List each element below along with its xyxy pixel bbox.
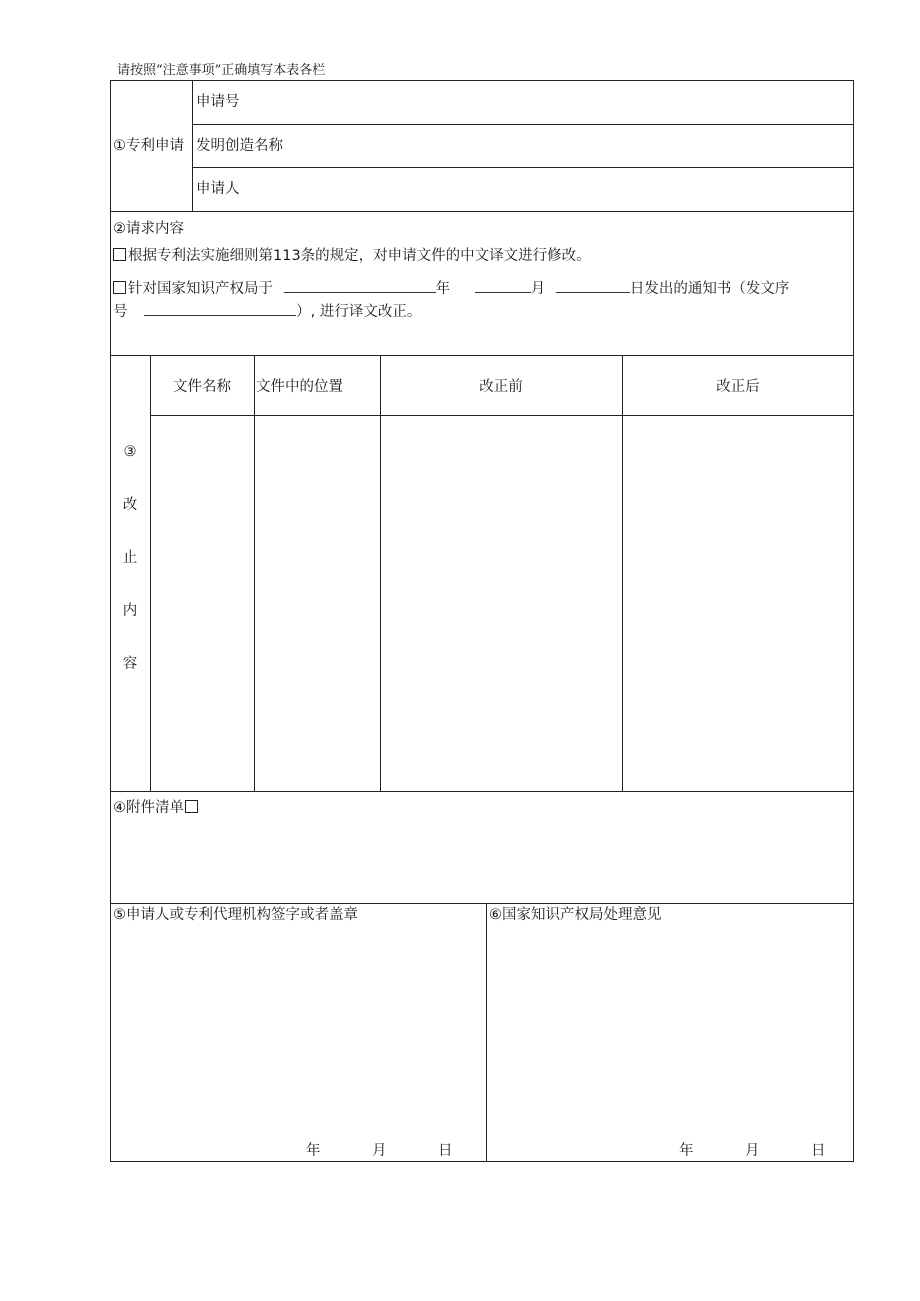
signature-title: ⑤申请人或专利代理机构签字或者盖章 — [113, 907, 358, 923]
option-correct-translation — [113, 279, 789, 298]
number-label: 号 — [113, 304, 128, 320]
column-divider — [254, 355, 255, 791]
applicant-label: 申请人 — [196, 181, 240, 197]
attachment-list — [113, 799, 200, 817]
section3-label-char: ③ — [123, 444, 137, 460]
date-year: 年 — [306, 1143, 321, 1159]
application-number-label: 申请号 — [196, 94, 240, 110]
date-day: 日 — [438, 1143, 453, 1159]
section3-divider — [150, 355, 151, 791]
date-month: 月 — [745, 1143, 760, 1159]
column-header-after: 改正后 — [716, 379, 760, 395]
header-row-divider — [150, 415, 854, 416]
column-divider — [380, 355, 381, 791]
option-text: 根据专利法实施细则第113条的规定，对申请文件的中文译文进行修改。 — [128, 248, 591, 264]
option-text: ）, 进行译文改正。 — [296, 304, 422, 320]
table-left-border — [110, 80, 111, 1162]
date-month: 月 — [372, 1143, 387, 1159]
option-modify-translation — [113, 247, 591, 265]
date-blank[interactable] — [475, 279, 531, 293]
table-top-border — [110, 80, 854, 81]
section3-label-char: 止 — [122, 550, 138, 566]
notice-number-line — [113, 302, 421, 321]
date-blank[interactable] — [284, 279, 436, 293]
month-label: 月 — [530, 281, 546, 297]
year-label: 年 — [435, 281, 451, 297]
date-day: 日 — [811, 1143, 826, 1159]
row-divider — [192, 124, 854, 125]
section3-label-char: 内 — [122, 603, 138, 619]
header-note: 请按照“注意事项”正确填写本表各栏 — [117, 63, 326, 78]
section-divider — [110, 903, 854, 904]
office-opinion-title: ⑥国家知识产权局处理意见 — [489, 907, 662, 923]
notice-label: 日发出的通知书（发文序 — [629, 281, 790, 297]
section3-label-char: 容 — [122, 656, 138, 672]
table-right-border — [853, 80, 854, 1162]
table-bottom-border — [110, 1161, 854, 1162]
attachment-list-title: ④附件清单 — [113, 800, 184, 816]
column-header-file-name: 文件名称 — [173, 379, 231, 395]
signature-divider — [486, 903, 487, 1161]
column-header-position: 文件中的位置 — [256, 379, 343, 395]
request-content-title: ②请求内容 — [113, 221, 184, 237]
column-divider — [622, 355, 623, 791]
checkbox[interactable] — [185, 800, 198, 813]
section1-divider — [192, 80, 193, 212]
section3-label-char: 改 — [122, 497, 138, 513]
notice-number-blank[interactable] — [144, 302, 296, 316]
option-text: 针对国家知识产权局于 — [128, 281, 273, 297]
section-divider — [110, 211, 854, 212]
column-header-before: 改正前 — [479, 379, 523, 395]
section-divider — [110, 355, 854, 356]
date-blank[interactable] — [556, 279, 630, 293]
row-divider — [192, 167, 854, 168]
section-divider — [110, 791, 854, 792]
checkbox[interactable] — [113, 248, 126, 261]
invention-title-label: 发明创造名称 — [196, 138, 283, 154]
checkbox[interactable] — [113, 281, 126, 294]
section1-label: ①专利申请 — [113, 138, 184, 154]
date-year: 年 — [679, 1143, 694, 1159]
